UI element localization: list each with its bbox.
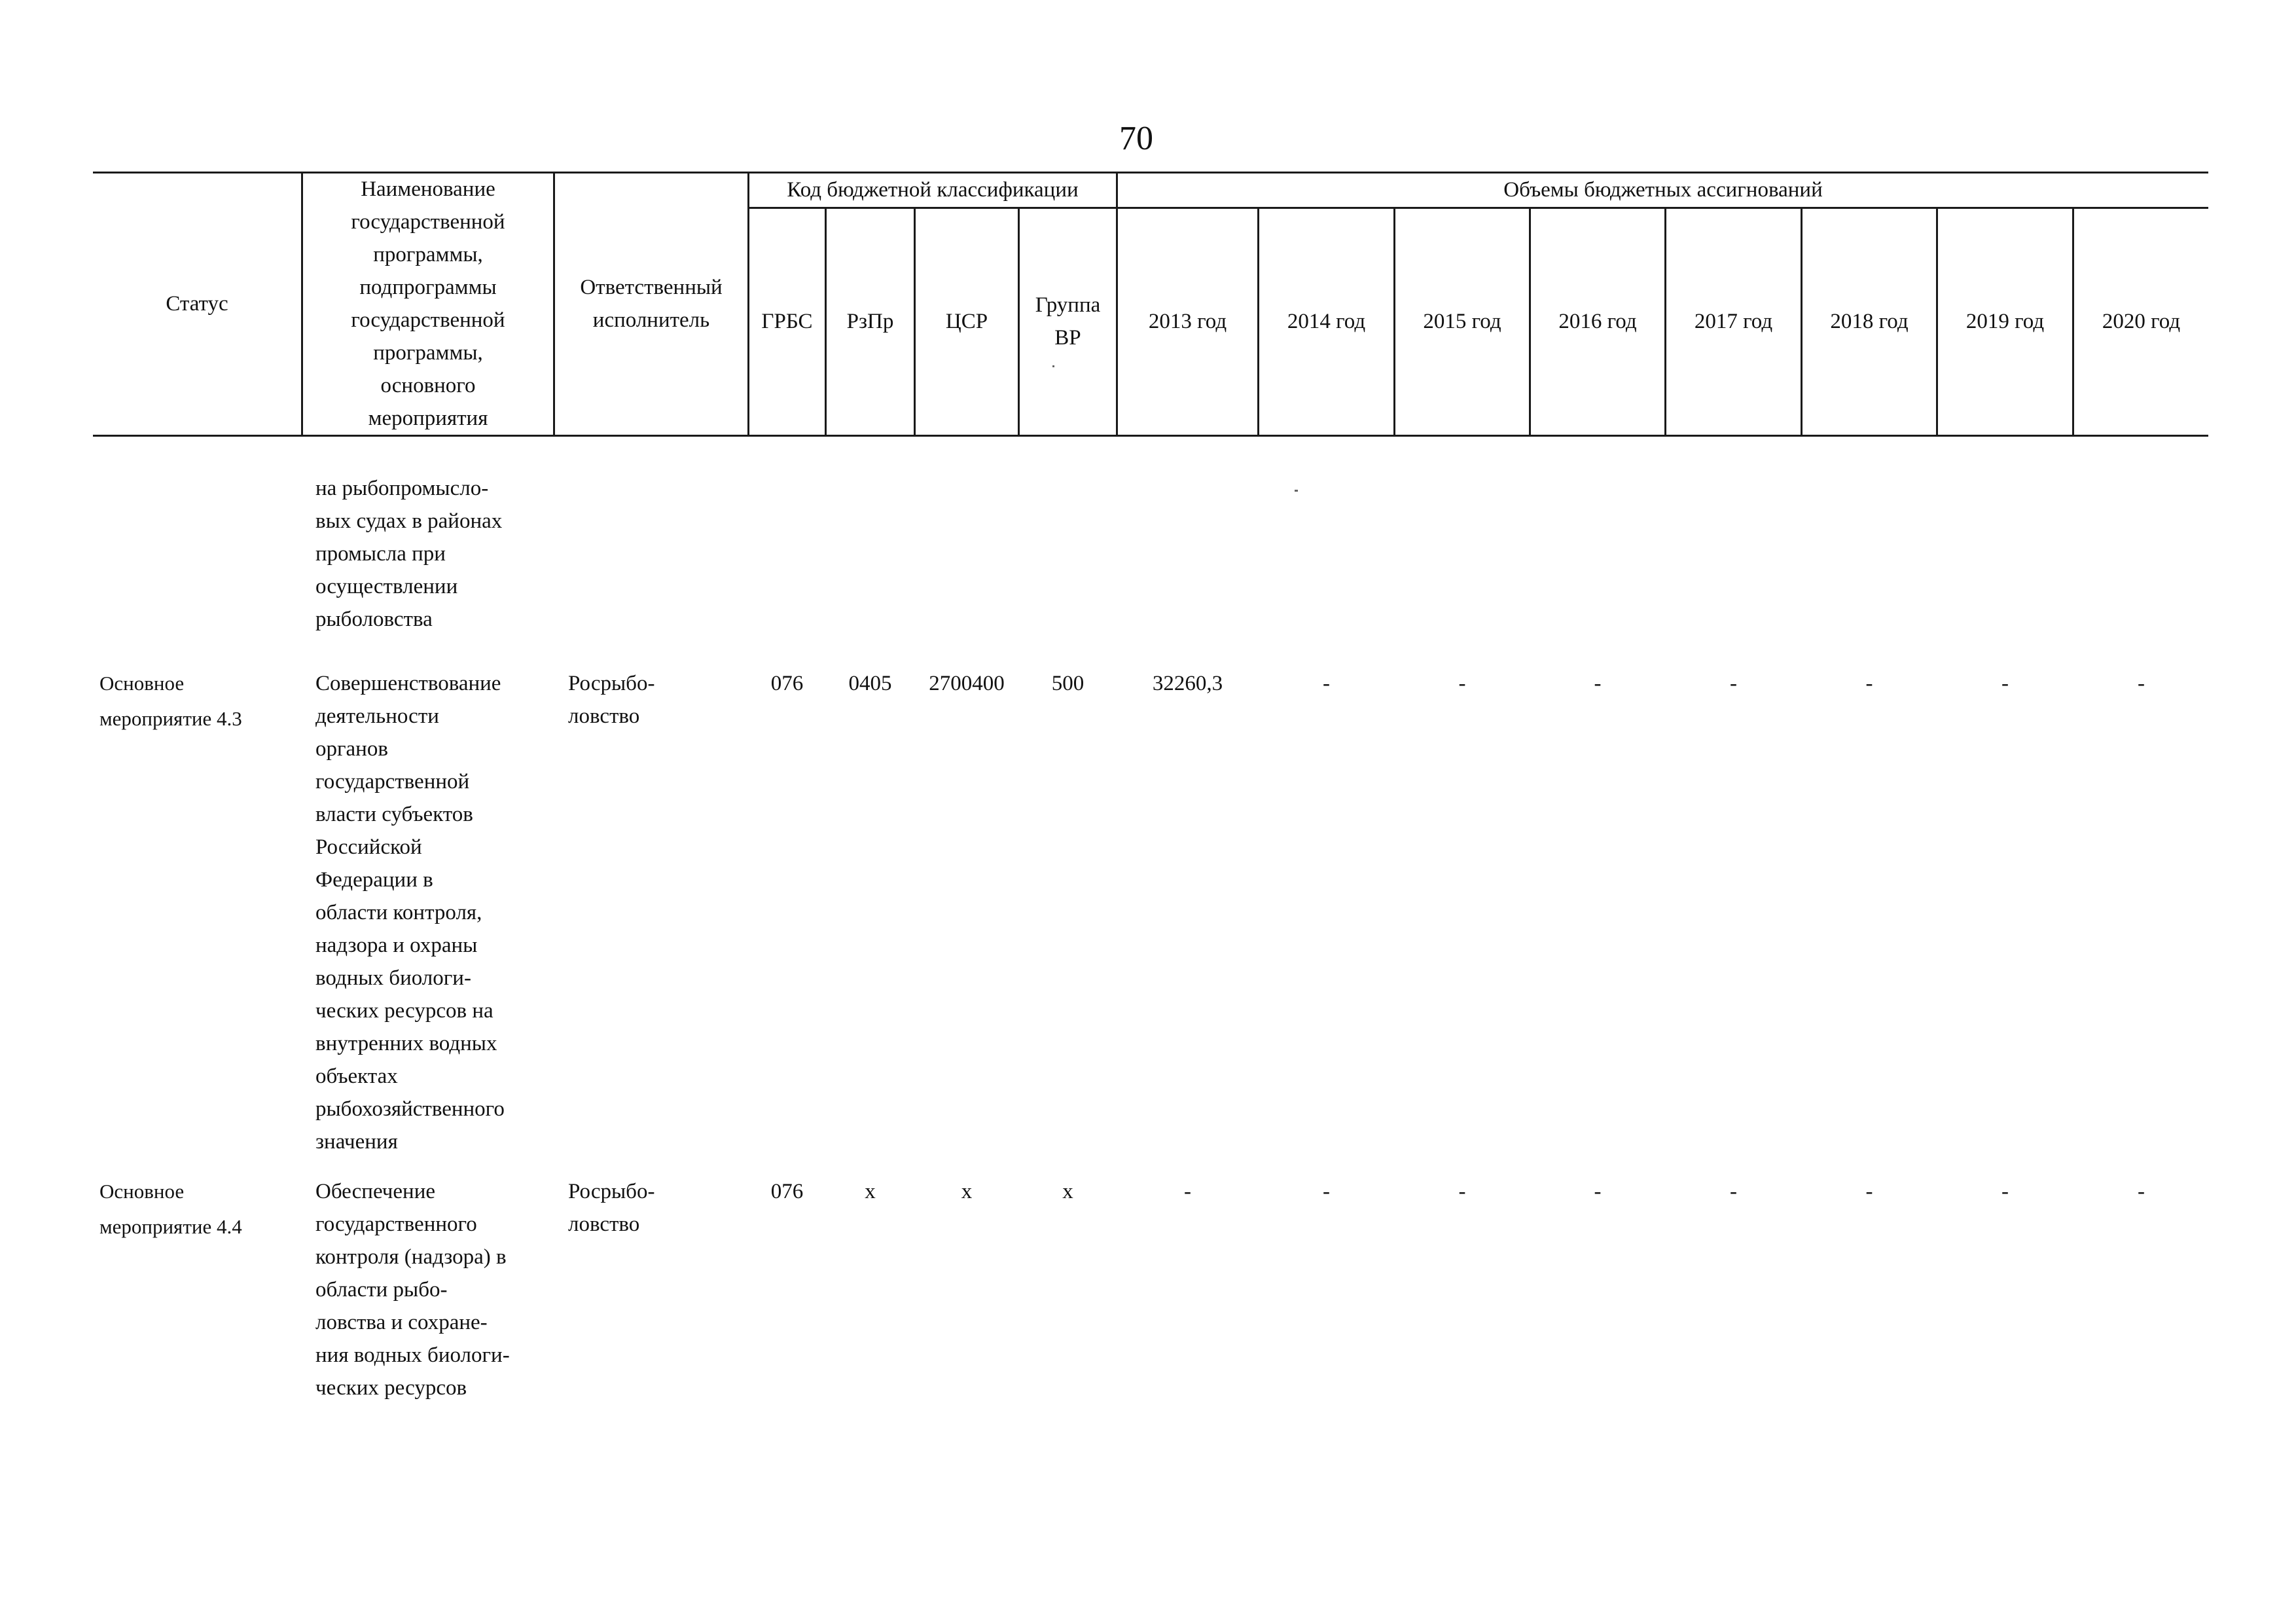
- page-number: 70: [1119, 120, 1153, 157]
- cell-grbs: 076: [770, 672, 804, 695]
- cell-year-2020: -: [2138, 1180, 2145, 1203]
- header-bottom-rule: [93, 435, 2208, 437]
- cell-year-2018: -: [1865, 672, 1873, 695]
- header-vr-group: Группа ВР: [1035, 293, 1101, 350]
- scan-speck: [1052, 365, 1054, 367]
- cell-csr: х: [961, 1180, 973, 1203]
- header-rzpr: РзПр: [846, 310, 894, 333]
- cell-year-2013: -: [1184, 1180, 1191, 1203]
- header-name: Наименование государственной программы, подпрограммы государственной программы, основного мероприятия: [351, 177, 505, 430]
- cell-grbs: 076: [770, 1180, 804, 1203]
- cell-year-2016: -: [1594, 672, 1602, 695]
- cell-year-2014: -: [1323, 672, 1330, 695]
- cell-year-2019: -: [2001, 1180, 2009, 1203]
- header-status: Статус: [166, 292, 228, 316]
- header-allocations-group: Объемы бюджетных ассигнований: [1503, 178, 1823, 202]
- header-year-2014: 2014 год: [1287, 310, 1366, 333]
- scan-speck: [1295, 490, 1298, 492]
- cell-responsible: Росрыбо- ловство: [568, 672, 655, 728]
- header-year-2013: 2013 год: [1148, 310, 1227, 333]
- header-year-2018: 2018 год: [1830, 310, 1909, 333]
- cell-rzpr: х: [865, 1180, 876, 1203]
- cell-year-2018: -: [1865, 1180, 1873, 1203]
- cell-name: Обеспечение государственного контроля (надзора) в области рыбо- ловства и сохране- ния водных биологи- ческих ресурсов: [315, 1180, 510, 1400]
- cell-name: на рыбопромысло- вых судах в районах промысла при осуществлении рыболовства: [315, 477, 503, 631]
- cell-name: Совершенствование деятельности органов государственной власти субъектов Российской Федерации в области контроля, надзора и охраны водных биологи- ческих ресурсов на внутренних водных объектах рыбохозяйственного значения: [315, 672, 505, 1154]
- header-csr: ЦСР: [945, 310, 988, 333]
- cell-year-2017: -: [1730, 672, 1737, 695]
- cell-responsible: Росрыбо- ловство: [568, 1180, 655, 1236]
- cell-year-2020: -: [2138, 672, 2145, 695]
- cell-csr: 2700400: [929, 672, 1005, 695]
- cell-status: Основное мероприятие 4.3: [99, 672, 242, 730]
- cell-vr: х: [1062, 1180, 1073, 1203]
- cell-year-2015: -: [1458, 672, 1466, 695]
- cell-year-2013: 32260,3: [1152, 672, 1223, 695]
- header-year-2019: 2019 год: [1965, 310, 2045, 333]
- header-year-2015: 2015 год: [1423, 310, 1501, 333]
- cell-year-2017: -: [1730, 1180, 1737, 1203]
- cell-rzpr: 0405: [848, 672, 892, 695]
- cell-year-2016: -: [1594, 1180, 1602, 1203]
- cell-year-2019: -: [2001, 672, 2009, 695]
- header-budget-code-group: Код бюджетной классификации: [787, 178, 1079, 202]
- cell-year-2015: -: [1458, 1180, 1466, 1203]
- cell-year-2014: -: [1323, 1180, 1330, 1203]
- header-year-2017: 2017 год: [1694, 310, 1773, 333]
- cell-vr: 500: [1051, 672, 1085, 695]
- cell-status: Основное мероприятие 4.4: [99, 1180, 242, 1238]
- header-year-2016: 2016 год: [1558, 310, 1637, 333]
- header-responsible: Ответственный исполнитель: [580, 276, 723, 332]
- header-year-2020: 2020 год: [2102, 310, 2181, 333]
- header-grbs: ГРБС: [761, 310, 813, 333]
